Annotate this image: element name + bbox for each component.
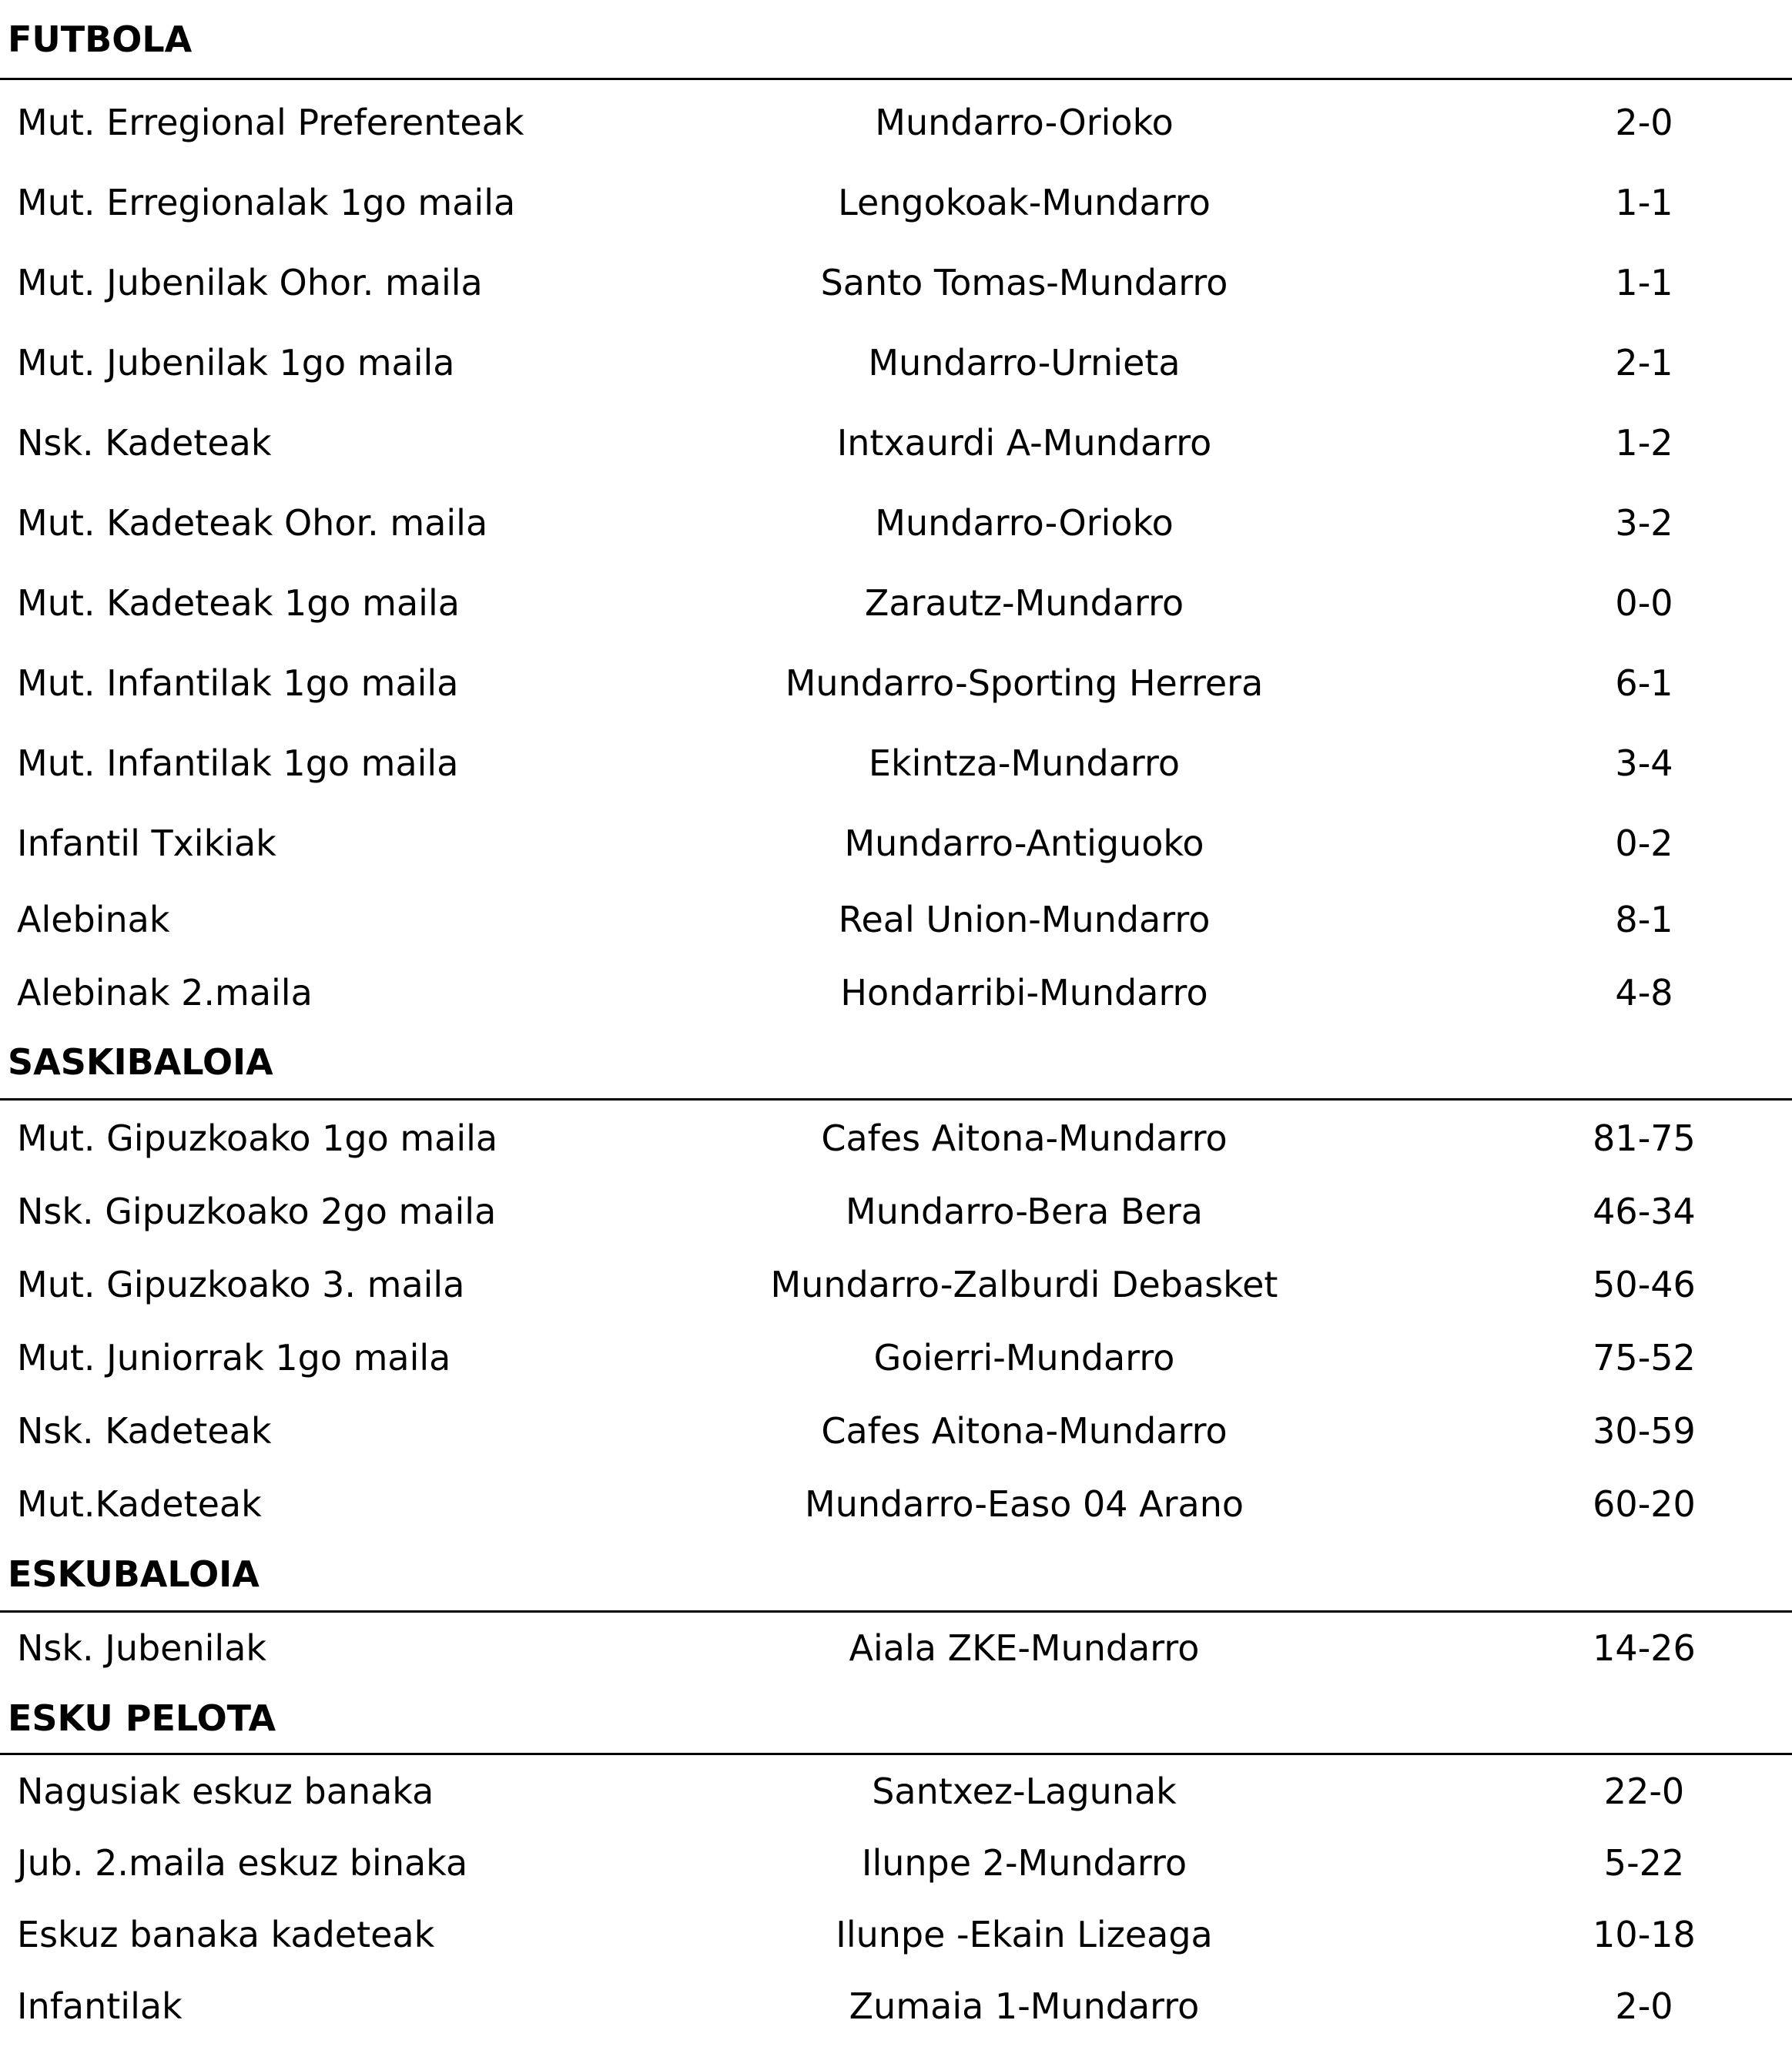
category-cell: Mut. Jubenilak 1go maila [17, 342, 455, 384]
result-row [0, 1337, 1792, 1399]
score-cell: 1-1 [1615, 182, 1673, 223]
category-cell: Mut. Erregional Preferenteak [17, 102, 524, 143]
result-row [0, 342, 1792, 404]
section-divider [0, 1610, 1792, 1613]
match-cell: Real Union-Mundarro [838, 899, 1211, 940]
category-cell: Mut. Infantilak 1go maila [17, 742, 459, 784]
result-row [0, 822, 1792, 884]
match-cell: Mundarro-Bera Bera [846, 1191, 1203, 1232]
result-row [0, 182, 1792, 243]
match-cell: Goierri-Mundarro [873, 1337, 1175, 1379]
match-cell: Cafes Aitona-Mundarro [821, 1410, 1228, 1452]
category-cell: Infantil Txikiak [17, 822, 276, 864]
category-cell: Jub. 2.maila eskuz binaka [17, 1842, 468, 1884]
category-cell: Nsk. Kadeteak [17, 422, 272, 464]
match-cell: Mundarro-Urnieta [868, 342, 1181, 384]
category-cell: Mut. Kadeteak 1go maila [17, 582, 460, 624]
score-cell: 81-75 [1593, 1117, 1696, 1159]
result-row [0, 972, 1792, 1034]
score-cell: 2-0 [1615, 102, 1673, 143]
category-cell: Nsk. Gipuzkoako 2go maila [17, 1191, 497, 1232]
match-cell: Mundarro-Orioko [875, 502, 1174, 544]
score-cell: 46-34 [1593, 1191, 1696, 1232]
match-cell: Lengokoak-Mundarro [838, 182, 1211, 223]
result-row [0, 1914, 1792, 1975]
score-cell: 75-52 [1593, 1337, 1696, 1379]
score-cell: 0-0 [1615, 582, 1673, 624]
section-divider [0, 1753, 1792, 1755]
section-title: FUTBOLA [8, 18, 193, 60]
match-cell: Hondarribi-Mundarro [840, 972, 1208, 1013]
score-cell: 0-2 [1615, 822, 1673, 864]
category-cell: Alebinak 2.maila [17, 972, 313, 1013]
category-cell: Mut. Jubenilak Ohor. maila [17, 262, 483, 303]
match-cell: Santo Tomas-Mundarro [820, 262, 1228, 303]
category-cell: Nagusiak eskuz banaka [17, 1771, 434, 1812]
score-cell: 60-20 [1593, 1483, 1696, 1525]
score-cell: 4-8 [1615, 972, 1673, 1013]
result-row [0, 1771, 1792, 1832]
category-cell: Mut. Gipuzkoako 3. maila [17, 1264, 465, 1305]
match-cell: Ilunpe 2-Mundarro [861, 1842, 1187, 1884]
score-cell: 14-26 [1593, 1627, 1696, 1669]
category-cell: Mut. Infantilak 1go maila [17, 662, 459, 704]
score-cell: 6-1 [1615, 662, 1673, 704]
category-cell: Mut. Gipuzkoako 1go maila [17, 1117, 498, 1159]
score-cell: 8-1 [1615, 899, 1673, 940]
result-row [0, 899, 1792, 960]
match-cell: Mundarro-Antiguoko [844, 822, 1204, 864]
result-row [0, 1842, 1792, 1904]
match-cell: Zarautz-Mundarro [864, 582, 1184, 624]
category-cell: Mut. Kadeteak Ohor. maila [17, 502, 488, 544]
result-row [0, 1627, 1792, 1689]
result-row [0, 582, 1792, 644]
category-cell: Mut. Erregionalak 1go maila [17, 182, 516, 223]
match-cell: Ekintza-Mundarro [868, 742, 1181, 784]
result-row [0, 262, 1792, 323]
match-cell: Santxez-Lagunak [872, 1771, 1177, 1812]
result-row [0, 1117, 1792, 1179]
category-cell: Mut.Kadeteak [17, 1483, 262, 1525]
score-cell: 50-46 [1593, 1264, 1696, 1305]
category-cell: Alebinak [17, 899, 170, 940]
score-cell: 3-4 [1615, 742, 1673, 784]
result-row [0, 1264, 1792, 1325]
match-cell: Cafes Aitona-Mundarro [821, 1117, 1228, 1159]
score-cell: 2-0 [1615, 1985, 1673, 2027]
result-row [0, 422, 1792, 484]
category-cell: Nsk. Jubenilak [17, 1627, 267, 1669]
score-cell: 1-1 [1615, 262, 1673, 303]
section-title: ESKUBALOIA [8, 1553, 260, 1595]
score-cell: 5-22 [1603, 1842, 1685, 1884]
result-row [0, 742, 1792, 804]
score-cell: 3-2 [1615, 502, 1673, 544]
result-row [0, 662, 1792, 724]
section-title: ESKU PELOTA [8, 1697, 276, 1739]
category-cell: Nsk. Kadeteak [17, 1410, 272, 1452]
result-row [0, 1191, 1792, 1252]
result-row [0, 1985, 1792, 2047]
category-cell: Infantilak [17, 1985, 183, 2027]
result-row [0, 502, 1792, 564]
match-cell: Mundarro-Easo 04 Arano [805, 1483, 1244, 1525]
section-divider [0, 1098, 1792, 1101]
score-cell: 2-1 [1615, 342, 1673, 384]
match-cell: Ilunpe -Ekain Lizeaga [836, 1914, 1213, 1955]
category-cell: Mut. Juniorrak 1go maila [17, 1337, 451, 1379]
match-cell: Mundarro-Orioko [875, 102, 1174, 143]
score-cell: 22-0 [1603, 1771, 1685, 1812]
section-divider [0, 78, 1792, 80]
match-cell: Aiala ZKE-Mundarro [849, 1627, 1200, 1669]
score-cell: 10-18 [1593, 1914, 1696, 1955]
match-cell: Zumaia 1-Mundarro [849, 1985, 1200, 2027]
section-title: SASKIBALOIA [8, 1041, 273, 1083]
match-cell: Mundarro-Sporting Herrera [785, 662, 1264, 704]
match-cell: Intxaurdi A-Mundarro [836, 422, 1212, 464]
match-cell: Mundarro-Zalburdi Debasket [770, 1264, 1278, 1305]
score-cell: 1-2 [1615, 422, 1673, 464]
result-row [0, 1410, 1792, 1472]
category-cell: Eskuz banaka kadeteak [17, 1914, 435, 1955]
result-row [0, 1483, 1792, 1545]
score-cell: 30-59 [1593, 1410, 1696, 1452]
result-row [0, 102, 1792, 163]
